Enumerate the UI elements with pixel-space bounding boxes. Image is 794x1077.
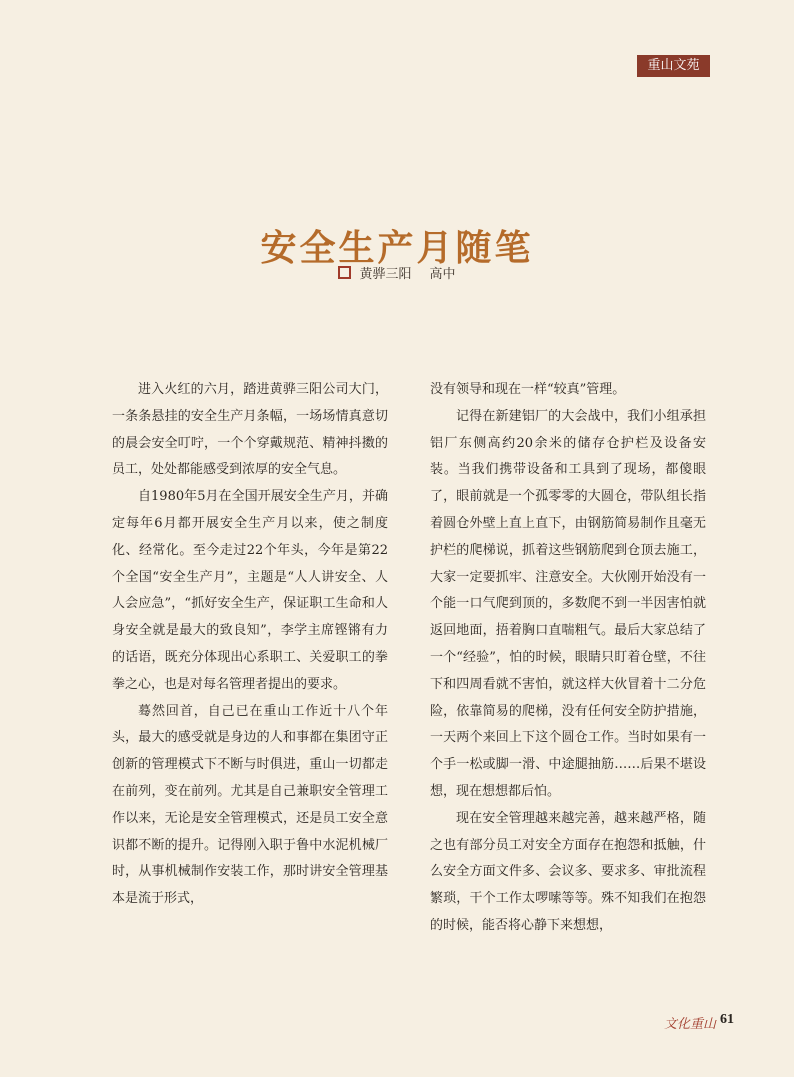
left-column — [112, 377, 388, 913]
article-title: 安全生产月随笔 — [260, 227, 534, 270]
paragraph: 蓦然回首，自己已在重山工作近十八个年头，最大的感受就是身边的人和事都在集团守正创新的管理模式下不断与时俱进，重山一切都走在前列，变在前列。尤其是自己兼职安全管理工作以来，无论是安全管理模式，还是员工安全意识都不断的提升。记得刚入职于鲁中水泥机械厂时，从事机械制作安装工作，那时讲安全管理基本是流于形式， — [112, 703, 388, 907]
author-name: 高中 — [429, 267, 456, 282]
section-tag: 重山文苑 — [637, 55, 710, 77]
right-column — [430, 377, 706, 940]
paragraph: 进入火红的六月，踏进黄骅三阳公司大门，一条条悬挂的安全生产月条幅，一场场情真意切的晨会安全叮咛，一个个穿戴规范、精神抖擞的员工，处处都能感受到浓厚的安全气息。 — [112, 382, 388, 478]
paragraph: 记得在新建铝厂的大会战中，我们小组承担铝厂东侧高约20余米的储存仓护栏及设备安装。当我们携带设备和工具到了现场，都傻眼了，眼前就是一个孤零零的大圆仓，带队组长指着圆仓外壁上直上直下，由钢筋简易制作且毫无护栏的爬梯说，抓着这些钢筋爬到仓顶去施工，大家一定要抓牢、注意安全。大伙刚开始没有一个能一口气爬到顶的，多数爬不到一半因害怕就返回地面，捂着胸口直喘粗气。最后大家总结了一个“经验”，怕的时候，眼睛只盯着仓壁，不往下和四周看就不害怕，就这样大伙冒着十二分危险，依靠简易的爬梯，没有任何安全防护措施，一天两个来回上下这个圆仓工作。当时如果有一个手一松或脚一滑、中途腿抽筋……后果不堪设想，现在想想都后怕。 — [430, 408, 706, 799]
publication-logo: 文化重山 — [664, 1017, 717, 1032]
paragraph: 现在安全管理越来越完善，越来越严格，随之也有部分员工对安全方面存在抱怨和抵触，什么安全方面文件多、会议多、要求多、审批流程繁琐，干个工作太啰嗦等等。殊不知我们在抱怨的时候，能否将心静下来想想， — [430, 810, 706, 933]
paragraph: 没有领导和现在一样“较真”管理。 — [430, 382, 626, 397]
author-name: 黄骅三阳 — [359, 267, 412, 282]
byline — [0, 263, 794, 282]
square-bullet-icon — [338, 266, 351, 279]
page-number: 61 — [720, 1012, 734, 1027]
paragraph: 自1980年5月在全国开展安全生产月，并确定每年6月都开展安全生产月以来，使之制度化、经常化。至今走过22个年头，今年是第22个全国“安全生产月”，主题是“人人讲安全、人人会应急”，“抓好安全生产，保证职工生命和人身安全就是最大的致良知”，李学主席铿锵有力的话语，既充分体现出心系职工、关爱职工的拳拳之心，也是对每名管理者提出的要求。 — [112, 489, 388, 692]
